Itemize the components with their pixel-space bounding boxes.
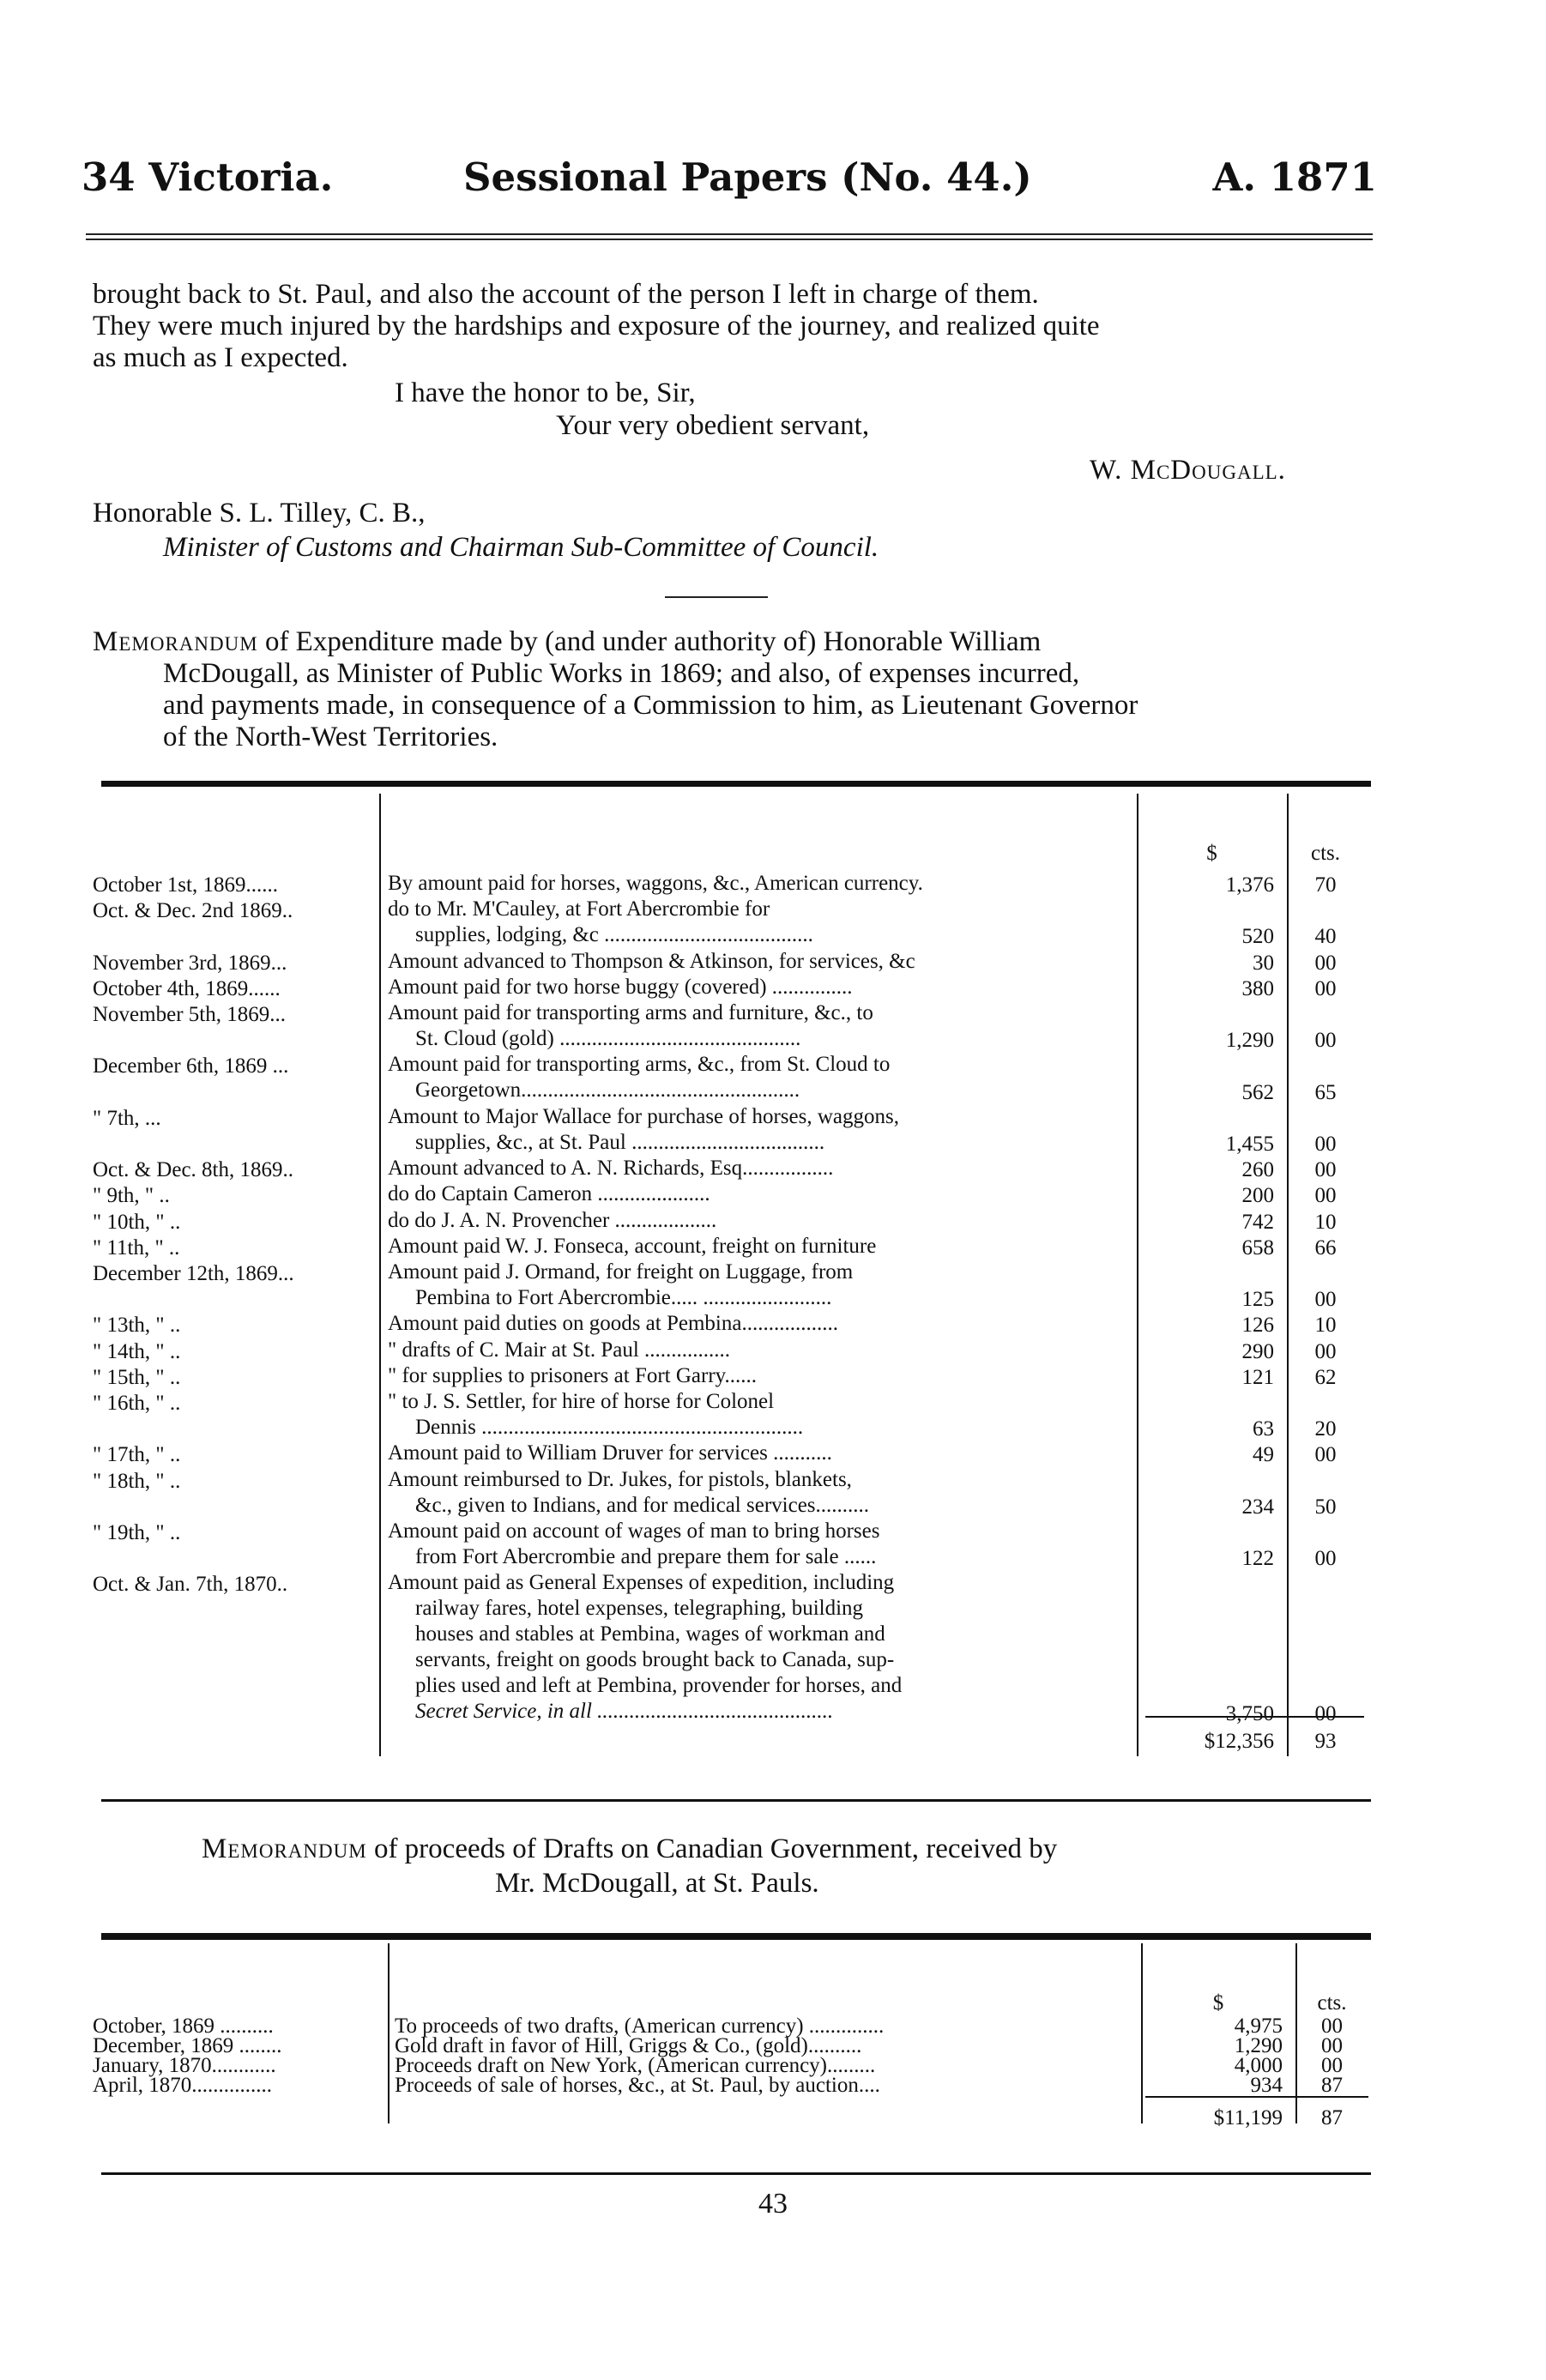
memo1-sum-rule (1145, 1716, 1364, 1718)
memo1-row-cts: 00 (1314, 1702, 1337, 1726)
memo1-row-date: " 17th, " .. (93, 1443, 181, 1467)
memo2-row-description: Gold draft in favor of Hill, Griggs & Co., (gold).......... (395, 2034, 862, 2057)
memo2-row-cts: 87 (1321, 2074, 1343, 2097)
memo1-row-date: November 3rd, 1869... (93, 951, 287, 975)
memo1-row-description (388, 897, 1132, 948)
section-divider (665, 596, 768, 598)
memo1-row-date: " 13th, " .. (93, 1314, 181, 1338)
letter-signature: W. McDougall. (1090, 455, 1286, 486)
memo1-row-description-line: Amount paid for transporting arms, &c., from St. Cloud to (388, 1053, 891, 1077)
memo1-row-cts: 66 (1314, 1235, 1337, 1259)
memo1-row-date: October 1st, 1869...... (93, 873, 278, 897)
memo2-caption-line-2: Mr. McDougall, at St. Pauls. (495, 1868, 819, 1899)
letter-closing-1: I have the honor to be, Sir, (395, 378, 696, 408)
memo1-row-dollars: 63 (1253, 1417, 1274, 1441)
header-session: 34 Victoria. (82, 154, 334, 200)
memo1-row-date: " 9th, " .. (93, 1184, 170, 1208)
memo1-row-date: " 18th, " .. (93, 1469, 181, 1493)
memo1-row-description-line: supplies, lodging, &c ....................................... (415, 923, 813, 947)
memo1-row-description-line: servants, freight on goods brought back to Canada, sup- (415, 1648, 895, 1672)
memo1-row-description-line: do do J. A. N. Provencher ................... (388, 1208, 717, 1232)
header-title: Sessional Papers (No. 44.) (463, 154, 1032, 200)
memo1-dollar-head: $ (1206, 842, 1217, 865)
memo2-total-dollars: $11,199 (1213, 2106, 1283, 2129)
memo1-row-description-line: Amount paid J. Ormand, for freight on Luggage, from (388, 1260, 854, 1284)
memo2-row-description: Proceeds of sale of horses, &c., at St. Paul, by auction.... (395, 2074, 880, 2097)
memo1-row-description (388, 871, 1132, 897)
memo1-row-cts: 70 (1314, 873, 1337, 897)
memo1-row-description (388, 1519, 1132, 1570)
memo1-caption-line: of Expenditure made by (and under authority of) Honorable William (264, 626, 1042, 657)
memo1-row-description-line: Amount reimbursed to Dr. Jukes, for pistols, blankets, (388, 1467, 852, 1491)
memo1-row-dollars: 121 (1241, 1365, 1274, 1389)
running-header (82, 154, 1377, 214)
memo1-row-description (388, 1311, 1132, 1337)
memo1-row-dollars: 3,750 (1225, 1702, 1274, 1726)
memo1-row-description (388, 1441, 1132, 1466)
memo1-row-dollars: 1,376 (1225, 873, 1274, 897)
memo1-row-cts: 00 (1314, 1184, 1337, 1208)
memo2-sum-rule (1145, 2096, 1368, 2098)
memo1-row-description-line: By amount paid for horses, waggons, &c., American currency. (388, 872, 923, 895)
memo1-row-dollars: 380 (1241, 976, 1274, 1000)
memo1-row-cts: 00 (1314, 1288, 1337, 1312)
memo1-row-description-line: Amount paid on account of wages of man to bring horses (388, 1519, 880, 1543)
memo1-row-date: Oct. & Dec. 2nd 1869.. (93, 899, 293, 923)
memo1-row-description-line: Dennis ............................................................ (415, 1416, 804, 1439)
header-year: A. 1871 (1212, 154, 1377, 200)
memo1-row-description-line: Amount paid W. J. Fonseca, account, freight on furniture (388, 1234, 877, 1258)
memo1-row-description-line: Amount advanced to A. N. Richards, Esq................. (388, 1157, 834, 1181)
memo1-row-cts: 10 (1314, 1314, 1337, 1338)
letter-closing-2: Your very obedient servant, (556, 410, 870, 441)
memo2-row-date: December, 1869 ........ (93, 2034, 282, 2057)
memo2-row-cts: 00 (1321, 2034, 1343, 2057)
memo2-row-dollars: 4,000 (1234, 2054, 1283, 2077)
memo1-row-description-line: plies used and left at Pembina, provender for horses, and (415, 1674, 903, 1698)
memo1-row-dollars: 658 (1241, 1235, 1274, 1259)
memo1-row-date: November 5th, 1869... (93, 1003, 286, 1026)
memo1-row-date: " 11th, " .. (93, 1235, 180, 1259)
memo1-row-date: " 19th, " .. (93, 1521, 181, 1544)
memo2-row-description: To proceeds of two drafts, (American currency) .............. (395, 2015, 885, 2038)
memo1-row-description-line: do do Captain Cameron ..................... (388, 1182, 710, 1206)
memo1-row-cts: 00 (1314, 951, 1337, 975)
memo1-row-cts: 20 (1314, 1417, 1337, 1441)
memo1-row-date: " 15th, " .. (93, 1365, 181, 1389)
memo1-row-description-line: Amount paid to William Druver for services ........... (388, 1441, 832, 1465)
memo1-row-dollars: 126 (1241, 1314, 1274, 1338)
memo2-caption (202, 1833, 1057, 1865)
letter-line: brought back to St. Paul, and also the account of the person I left in charge of them. (93, 279, 1039, 310)
memo1-total-cts: 93 (1314, 1730, 1337, 1753)
memo1-row-description-line: Georgetown.................................................... (415, 1078, 800, 1102)
memo1-row-description (388, 1156, 1132, 1181)
memo1-row-date: October 4th, 1869...... (93, 976, 281, 1000)
memo1-row-description (388, 1000, 1132, 1052)
memo1-row-cts: 00 (1314, 1158, 1337, 1182)
memo1-row-dollars: 234 (1241, 1495, 1274, 1519)
memo1-row-description-line: do to Mr. M'Cauley, at Fort Abercrombie for (388, 897, 770, 921)
memo1-row-dollars: 1,290 (1225, 1029, 1274, 1053)
memo1-row-date: " 10th, " .. (93, 1210, 181, 1234)
memo1-row-description-line: Amount advanced to Thompson & Atkinson, for services, &c (388, 949, 915, 973)
letter-addressee-1: Honorable S. L. Tilley, C. B., (93, 498, 426, 529)
memo1-row-cts: 00 (1314, 1133, 1337, 1156)
memo2-total-cts: 87 (1321, 2106, 1343, 2129)
memo1-row-dollars: 562 (1241, 1080, 1274, 1104)
letter-body (93, 279, 1371, 374)
memo1-row-description-line: " for supplies to prisoners at Fort Garry...... (388, 1363, 758, 1387)
memo1-row-cts: 00 (1314, 1339, 1337, 1363)
memo1-row-date: Oct. & Dec. 8th, 1869.. (93, 1158, 293, 1182)
memo1-row-date: " 7th, ... (93, 1106, 161, 1130)
memo1-col-divider (1137, 794, 1138, 1756)
memo1-row-cts: 00 (1314, 1029, 1337, 1053)
memo1-row-cts: 40 (1314, 925, 1337, 949)
letter-line: as much as I expected. (93, 342, 348, 373)
header-rule (86, 233, 1373, 235)
memo2-row-description: Proceeds draft on New York, (American currency)......... (395, 2054, 876, 2077)
memo2-col-divider (1141, 1943, 1143, 2123)
memo2-row-dollars: 4,975 (1234, 2015, 1283, 2038)
header-rule-2 (86, 239, 1373, 240)
memo1-row-dollars: 122 (1241, 1547, 1274, 1571)
memo2-row-dollars: 1,290 (1234, 2034, 1283, 2057)
memo1-row-date: " 14th, " .. (93, 1339, 181, 1363)
memo1-row-description (388, 1259, 1132, 1311)
memo1-row-cts: 10 (1314, 1210, 1337, 1234)
memo1-row-description (388, 1570, 1132, 1725)
memo1-row-dollars: 200 (1241, 1184, 1274, 1208)
memo1-row-date: " 16th, " .. (93, 1392, 181, 1415)
memo1-row-cts: 00 (1314, 976, 1337, 1000)
memo1-top-rule (101, 781, 1371, 787)
letter-addressee-2: Minister of Customs and Chairman Sub-Committee of Council. (163, 532, 879, 563)
memo1-row-cts: 00 (1314, 1547, 1337, 1571)
memo2-row-date: January, 1870............ (93, 2054, 276, 2077)
memo1-cts-head: cts. (1310, 842, 1341, 865)
memo1-row-description (388, 1467, 1132, 1519)
memo1-row-description (388, 1389, 1132, 1441)
memo1-row-dollars: 1,455 (1225, 1133, 1274, 1156)
memo2-caption-lead: Memorandum (202, 1833, 367, 1864)
memo1-row-description-line: railway fares, hotel expenses, telegraphing, building (415, 1597, 864, 1621)
memo1-row-description-line: " drafts of C. Mair at St. Paul ................ (388, 1338, 731, 1362)
memo1-row-dollars: 260 (1241, 1158, 1274, 1182)
memo2-dollar-head: $ (1212, 1991, 1224, 2015)
memo2-row-date: October, 1869 .......... (93, 2015, 274, 2038)
memo1-row-dollars: 49 (1253, 1443, 1274, 1467)
memo2-cts-head: cts. (1317, 1991, 1347, 2015)
letter-line: They were much injured by the hardships and exposure of the journey, and realized quite (93, 311, 1100, 341)
memo1-col-divider (379, 794, 381, 1756)
page-number: 43 (758, 2188, 788, 2220)
memo1-row-description-line: Amount paid as General Expenses of expedition, including (388, 1571, 895, 1595)
memo1-caption-line: and payments made, in consequence of a Commission to him, as Lieutenant Governor (163, 690, 1138, 721)
memo1-row-dollars: 290 (1241, 1339, 1274, 1363)
memo1-row-description-line: houses and stables at Pembina, wages of workman and (415, 1622, 885, 1646)
memo1-row-dollars: 520 (1241, 925, 1274, 949)
memo1-row-description-line: St. Cloud (gold) ............................................. (415, 1027, 801, 1050)
memo1-row-cts: 00 (1314, 1443, 1337, 1467)
memo1-row-cts: 65 (1314, 1080, 1337, 1104)
memo1-row-description-line: Amount paid duties on goods at Pembina.................. (388, 1312, 838, 1336)
memo1-row-cts: 50 (1314, 1495, 1337, 1519)
memo1-row-description-line: Amount to Major Wallace for purchase of horses, waggons, (388, 1104, 899, 1128)
memo2-row-cts: 00 (1321, 2015, 1343, 2038)
memo1-row-description (388, 1208, 1132, 1234)
memo1-row-description (388, 1234, 1132, 1259)
memo1-caption-line: of the North-West Territories. (163, 722, 498, 752)
memo1-row-description-line: Amount paid for two horse buggy (covered) ............... (388, 975, 853, 999)
memo1-row-date: Oct. & Jan. 7th, 1870.. (93, 1573, 288, 1597)
memo1-row-description (388, 1181, 1132, 1207)
memo1-row-description-line: " to J. S. Settler, for hire of horse for Colonel (388, 1390, 775, 1413)
memo1-row-description (388, 1363, 1132, 1389)
memo1-row-date: December 12th, 1869... (93, 1262, 294, 1285)
memo2-col-divider (388, 1943, 390, 2123)
memo2-caption-line-1: of proceeds of Drafts on Canadian Government, received by (373, 1833, 1058, 1864)
memo1-row-description (388, 949, 1132, 975)
memo1-total-dollars: $12,356 (1204, 1730, 1274, 1753)
memo1-row-dollars: 125 (1241, 1288, 1274, 1312)
memo1-row-description-line: &c., given to Indians, and for medical services.......... (415, 1493, 870, 1517)
memo1-row-dollars: 30 (1253, 951, 1274, 975)
memo1-row-description-line: supplies, &c., at St. Paul .................................... (415, 1130, 825, 1154)
memo2-row-date: April, 1870............... (93, 2074, 273, 2097)
memo1-row-description-line: Amount paid for transporting arms and furniture, &c., to (388, 1001, 873, 1024)
memo2-row-cts: 00 (1321, 2054, 1343, 2077)
memo1-caption (93, 626, 1138, 753)
memo1-row-description-line: Pembina to Fort Abercrombie..... ........................ (415, 1286, 832, 1309)
memo1-row-cts: 62 (1314, 1365, 1337, 1389)
memo2-row-dollars: 934 (1250, 2074, 1283, 2097)
memo1-row-dollars: 742 (1241, 1210, 1274, 1234)
memo1-row-description (388, 1052, 1132, 1103)
memo2-top-rule (101, 1933, 1371, 1940)
memo1-row-description (388, 975, 1132, 1000)
memo1-row-description-line: Secret Service, in all ............................................ (415, 1700, 834, 1724)
memo2-bottom-rule (101, 2172, 1371, 2175)
memo1-bottom-rule (101, 1799, 1371, 1802)
memo1-row-description-line: from Fort Abercrombie and prepare them for sale ...... (415, 1545, 877, 1568)
memo1-row-description (388, 1338, 1132, 1363)
memo1-row-description (388, 1104, 1132, 1156)
memo1-caption-lead: Memorandum (93, 626, 258, 657)
memo1-row-date: December 6th, 1869 ... (93, 1054, 289, 1078)
memo1-caption-line: McDougall, as Minister of Public Works in 1869; and also, of expenses incurred, (163, 658, 1080, 689)
